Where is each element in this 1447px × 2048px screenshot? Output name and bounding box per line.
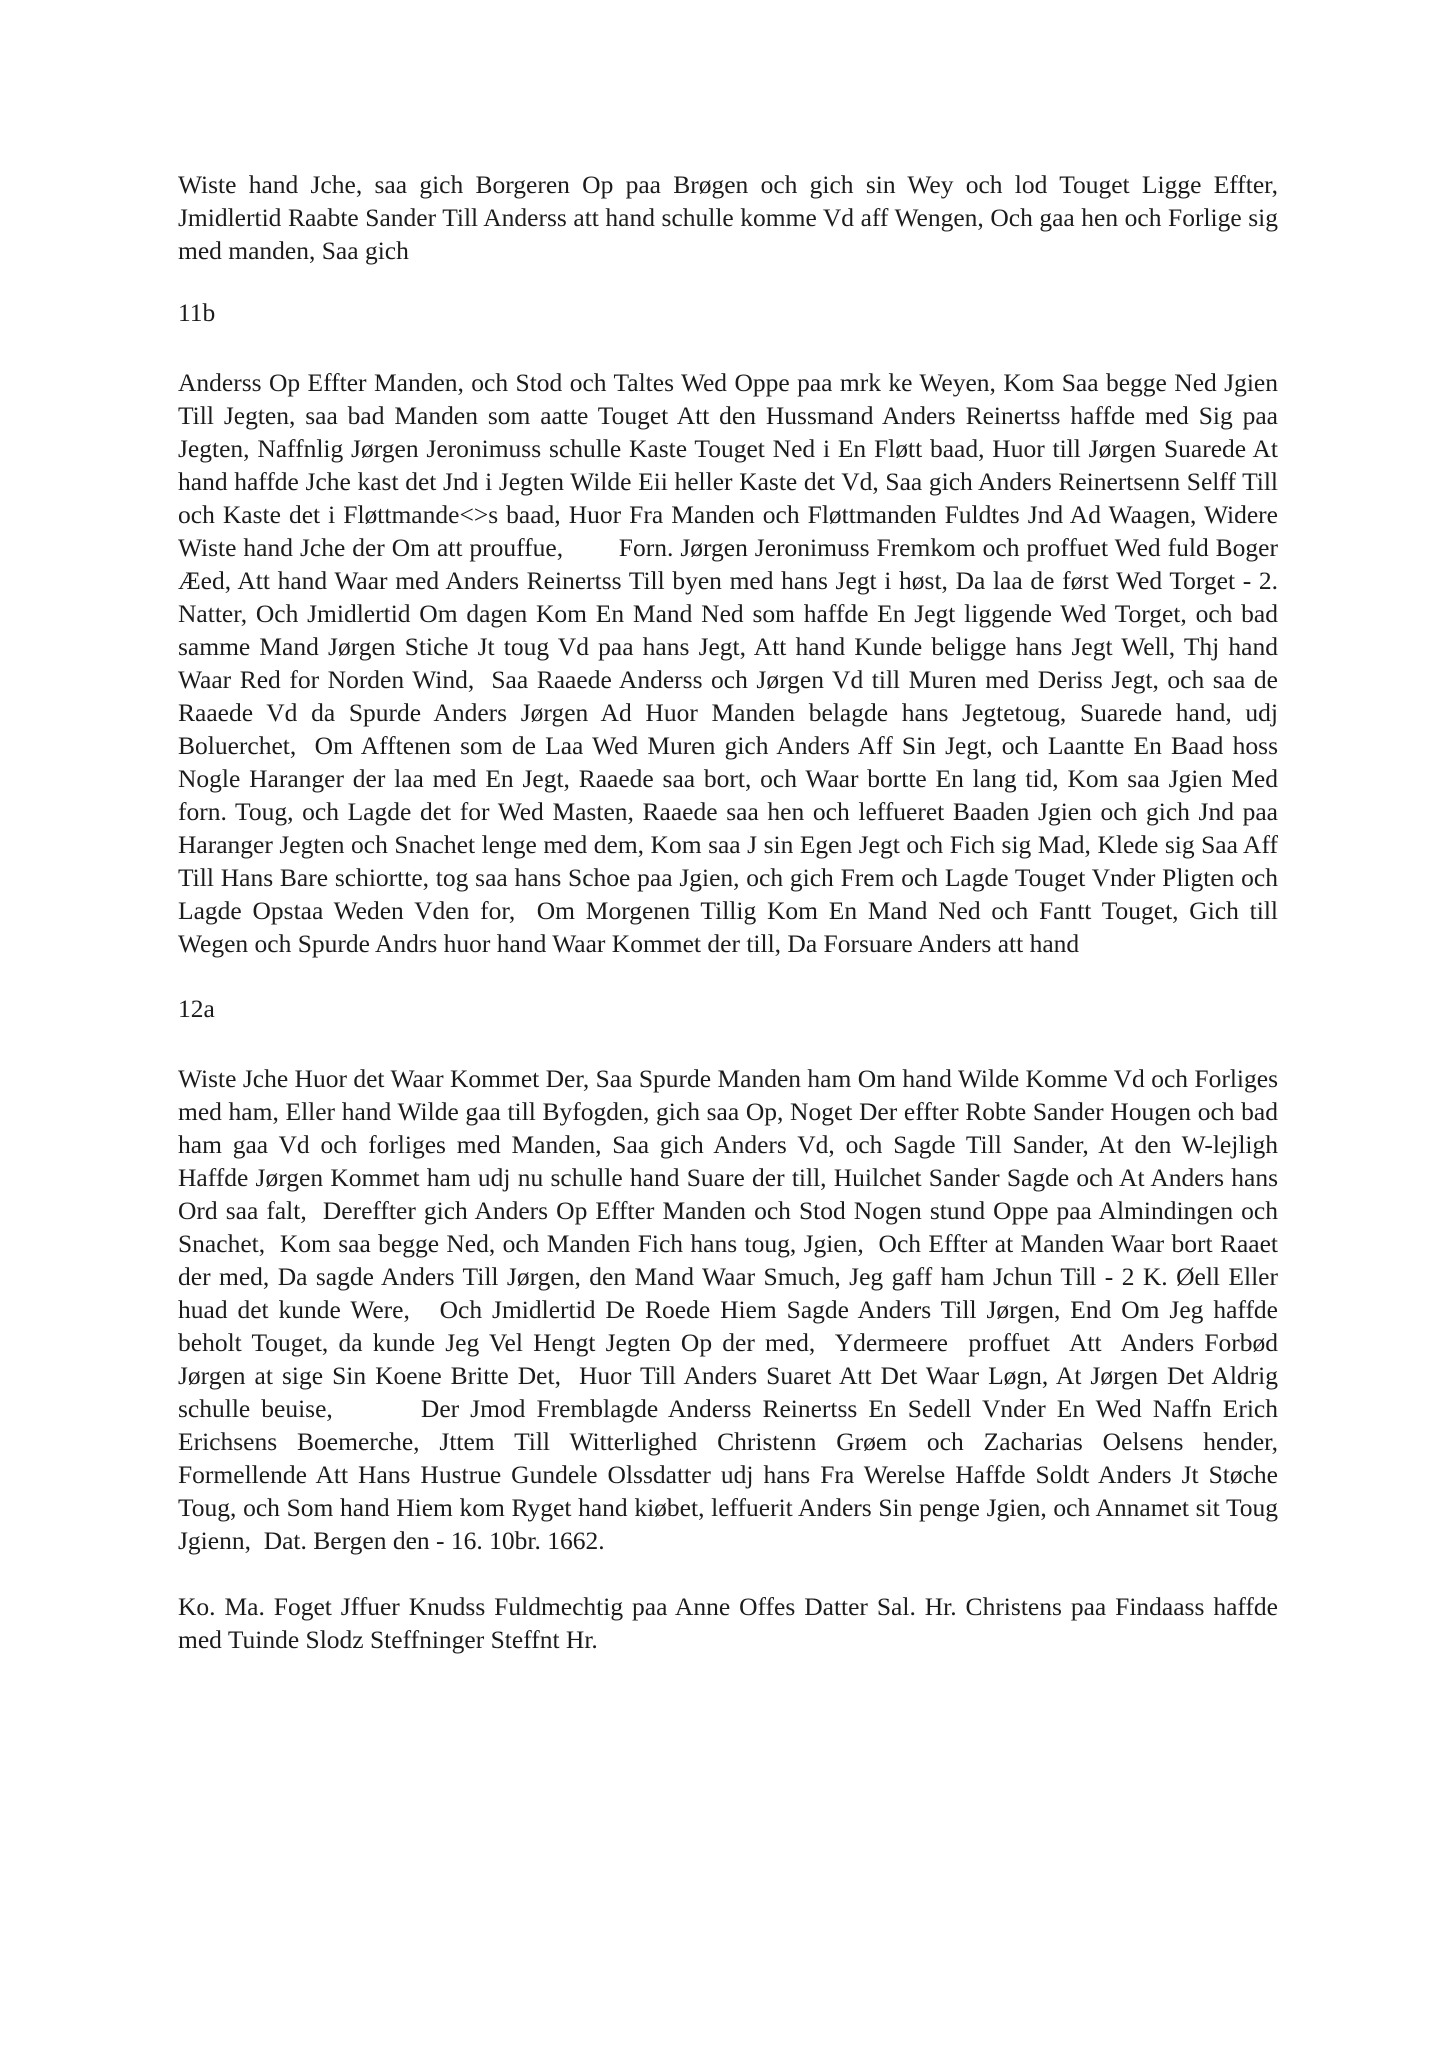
folio-marker-12a: 12a	[178, 994, 215, 1023]
paragraph-4: Ko. Ma. Foget Jffuer Knudss Fuldmechtig paa Anne Offes Datter Sal. Hr. Christens paa Findaass haffde med Tuinde Slodz Steffninger Steffnt Hr.	[178, 1592, 1285, 1654]
document-page	[178, 168, 1285, 1656]
paragraph-3: Wiste Jche Huor det Waar Kommet Der, Saa Spurde Manden ham Om hand Wilde Komme Vd och Forliges med ham, Eller hand Wilde gaa till Byfogden, gich saa Op, Noget Der effter Robte Sander Hougen och bad ham gaa Vd och forliges med Manden, Saa gich Anders Vd, och Sagde Till Sander, At den W-lejligh Haffde Jørgen Kommet ham udj nu schulle hand Suare der till, Huilchet Sander Sagde och At Anders hans Ord saa falt, Dereffter gich Anders Op Effter Manden och Stod Nogen stund Oppe paa Almindingen och Snachet, Kom saa begge Ned, och Manden Fich hans toug, Jgien, Och Effter at Manden Waar bort Raaet der med, Da sagde Anders Till Jørgen, den Mand Waar Smuch, Jeg gaff ham Jchun Till - 2 K. Øell Eller huad det kunde Were, Och Jmidlertid De Roede Hiem Sagde Anders Till Jørgen, End Om Jeg haffde beholt Touget, da kunde Jeg Vel Hengt Jegten Op der med, Ydermeere proffuet Att Anders Forbød Jørgen at sige Sin Koene Britte Det, Huor Till Anders Suaret Att Det Waar Løgn, At Jørgen Det Aldrig schulle beuise, Der Jmod Fremblagde Anderss Reinertss En Sedell Vnder En Wed Naffn Erich Erichsens Boemerche, Jttem Till Witterlighed Christenn Grøem och Zacharias Oelsens hender, Formellende Att Hans Hustrue Gundele Olssdatter udj hans Fra Werelse Haffde Soldt Anders Jt Støche Toug, och Som hand Hiem kom Ryget hand kiøbet, leffuerit Anders Sin penge Jgien, och Annamet sit Toug Jgienn, Dat. Bergen den - 16. 10br. 1662.	[178, 1064, 1285, 1555]
paragraph-2: Anderss Op Effter Manden, och Stod och Taltes Wed Oppe paa mrk ke Weyen, Kom Saa begge Ned Jgien Till Jegten, saa bad Manden som aatte Touget Att den Hussmand Anders Reinertss haffde med Sig paa Jegten, Naffnlig Jørgen Jeronimuss schulle Kaste Touget Ned i En Fløtt baad, Huor till Jørgen Suarede At hand haffde Jche kast det Jnd i Jegten Wilde Eii heller Kaste det Vd, Saa gich Anders Reinertsenn Selff Till och Kaste det i Fløttmande<>s baad, Huor Fra Manden och Fløttmanden Fuldtes Jnd Ad Waagen, Widere Wiste hand Jche der Om att prouffue, Forn. Jørgen Jeronimuss Fremkom och proffuet Wed fuld Boger Æed, Att hand Waar med Anders Reinertss Till byen med hans Jegt i høst, Da laa de først Wed Torget - 2. Natter, Och Jmidlertid Om dagen Kom En Mand Ned som haffde En Jegt liggende Wed Torget, och bad samme Mand Jørgen Stiche Jt toug Vd paa hans Jegt, Att hand Kunde beligge hans Jegt Well, Thj hand Waar Red for Norden Wind, Saa Raaede Anderss och Jørgen Vd till Muren med Deriss Jegt, och saa de Raaede Vd da Spurde Anders Jørgen Ad Huor Manden belagde hans Jegtetoug, Suarede hand, udj Boluerchet, Om Afftenen som de Laa Wed Muren gich Anders Aff Sin Jegt, och Laantte En Baad hoss Nogle Haranger der laa med En Jegt, Raaede saa bort, och Waar bortte En lang tid, Kom saa Jgien Med forn. Toug, och Lagde det for Wed Masten, Raaede saa hen och leffueret Baaden Jgien och gich Jnd paa Haranger Jegten och Snachet lenge med dem, Kom saa J sin Egen Jegt och Fich sig Mad, Klede sig Saa Aff Till Hans Bare schiortte, tog saa hans Schoe paa Jgien, och gich Frem och Lagde Touget Vnder Pligten och Lagde Opstaa Weden Vden for, Om Morgenen Tillig Kom En Mand Ned och Fantt Touget, Gich till Wegen och Spurde Andrs huor hand Waar Kommet der till, Da Forsuare Anders att hand	[178, 368, 1285, 958]
paragraph-1: Wiste hand Jche, saa gich Borgeren Op paa Brøgen och gich sin Wey och lod Touget Ligge Effter, Jmidlertid Raabte Sander Till Anderss att hand schulle komme Vd aff Wengen, Och gaa hen och Forlige sig med manden, Saa gich	[178, 170, 1285, 265]
folio-marker-11b: 11b	[178, 298, 216, 327]
